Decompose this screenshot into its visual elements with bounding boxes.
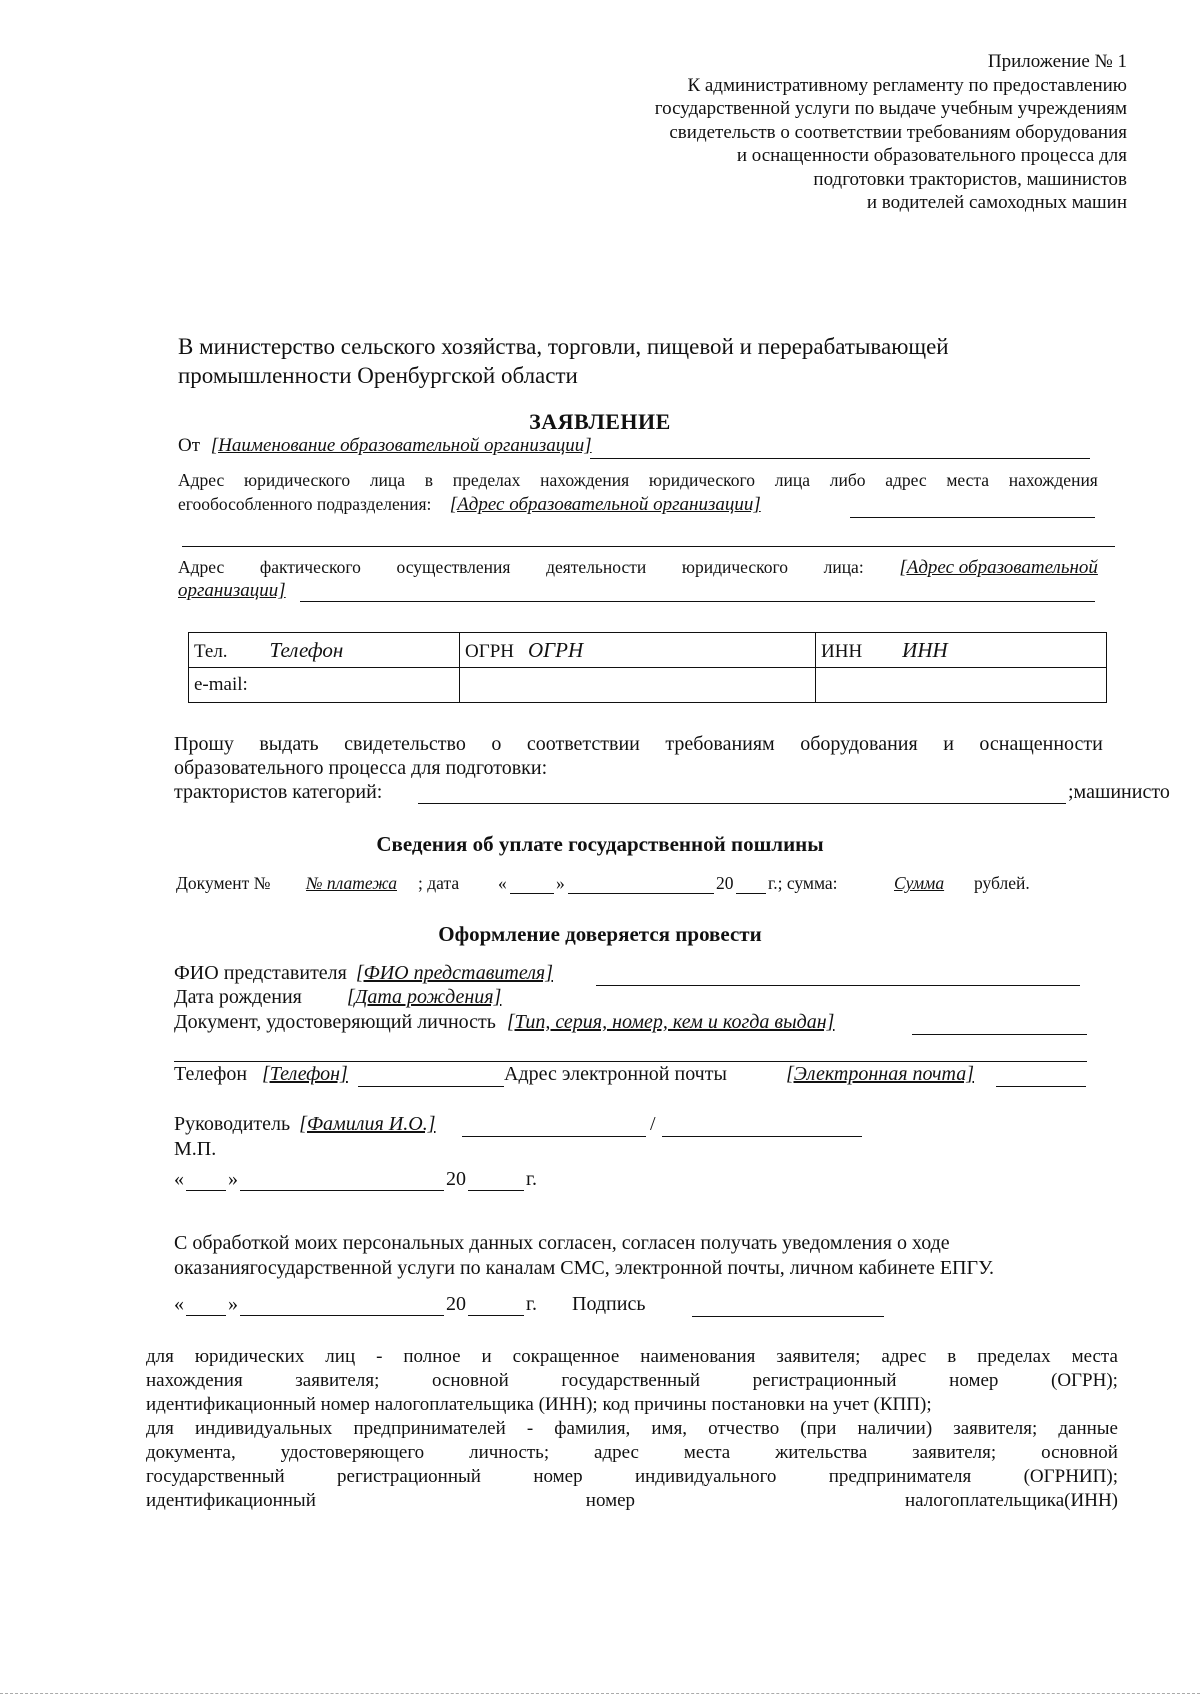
fee-section-title: Сведения об уплате государственной пошлины [376, 832, 824, 856]
fee-quote-close: » [556, 873, 565, 893]
note-line-3: идентификационный номер налогоплательщика (ИНН); код причины постановки на учет (КПП); [146, 1394, 932, 1415]
director-date-quote-close: » [228, 1168, 238, 1190]
birth-value[interactable]: [Дата рождения] [346, 986, 502, 1008]
actual-address-value-2[interactable]: организации] [178, 580, 286, 601]
fee-doc-value[interactable]: № платежа [306, 873, 397, 893]
phone-label: Тел. [194, 640, 228, 662]
fee-year-prefix: 20 [716, 873, 734, 893]
phone-value: Телефон [269, 637, 344, 662]
rep-label: ФИО представителя [174, 962, 347, 984]
recipient-line-1: В министерство сельского хозяйства, торговли, пищевой и перерабатывающей [178, 334, 949, 359]
fee-quote-open: « [498, 873, 507, 893]
director-row [174, 1113, 435, 1136]
inn-label: ИНН [821, 640, 863, 662]
from-label: От [178, 435, 201, 456]
actual-address-underline [300, 601, 1095, 602]
appendix-line: К административному регламенту по предоставлению [687, 74, 1127, 96]
id-blank-line [174, 1061, 1087, 1062]
page-bottom-edge [0, 1693, 1200, 1694]
from-value[interactable]: [Наименование образовательной организации] [210, 435, 592, 456]
consent-quote-open: « [174, 1293, 184, 1315]
fee-doc-label: Документ № [176, 873, 271, 893]
empty-cell[interactable] [460, 668, 816, 703]
rep-underline [596, 985, 1080, 986]
fee-date-label: ; дата [418, 873, 460, 893]
ogrn-cell[interactable] [460, 633, 816, 668]
rep-row [174, 962, 553, 985]
phone-cell[interactable] [189, 633, 460, 668]
empty-cell[interactable] [816, 668, 1107, 703]
recipient-line-2: промышленности Оренбургской области [178, 363, 578, 388]
trust-email-label: Адрес электронной почты [504, 1063, 727, 1085]
note-line-6: государственный регистрационный номер индивидуального предпринимателя (ОГРНИП); [146, 1466, 1118, 1487]
fee-currency: рублей. [974, 873, 1030, 893]
consent-day-underline[interactable] [186, 1315, 226, 1316]
legal-address-label: егообособленного подразделения: [178, 494, 432, 514]
tractor-suffix: ;машинисто [1068, 781, 1170, 803]
actual-address-line-1: Адрес фактического осуществления деятельности юридического лица: [Адрес образовательной [178, 557, 1098, 578]
table-row [189, 668, 1107, 703]
director-sign-underline[interactable] [462, 1136, 646, 1137]
director-year-prefix: 20 [446, 1168, 466, 1190]
consent-quote-close: » [228, 1293, 238, 1315]
fee-day-underline[interactable] [510, 893, 554, 894]
birth-label: Дата рождения [174, 986, 302, 1008]
id-value[interactable]: [Тип, серия, номер, кем и когда выдан] [506, 1011, 835, 1033]
director-label: Руководитель [174, 1113, 291, 1135]
appendix-line: и водителей самоходных машин [866, 192, 1127, 213]
director-month-underline[interactable] [240, 1190, 444, 1191]
rep-value[interactable]: [ФИО представителя] [355, 962, 553, 984]
signature-underline[interactable] [692, 1316, 884, 1317]
document-title: ЗАЯВЛЕНИЕ [529, 409, 671, 434]
ogrn-value: ОГРН [528, 637, 584, 662]
appendix-line: подготовки трактористов, машинистов [813, 168, 1127, 190]
fee-month-underline[interactable] [568, 893, 714, 894]
request-line-2: образовательного процесса для подготовки: [174, 757, 548, 779]
note-line-2: нахождения заявителя; основной государственный регистрационный номер (ОГРН); [146, 1370, 1118, 1391]
legal-address-line-2 [178, 494, 761, 516]
legal-address-line-1: Адрес юридического лица в пределах нахождения юридического лица либо адрес места нахождения [178, 470, 1098, 490]
email-label: e-mail: [194, 674, 248, 695]
inn-value: ИНН [902, 637, 948, 662]
note-line-4: для индивидуальных предпринимателей - фамилия, имя, отчество (при наличии) заявителя; данные [146, 1418, 1118, 1439]
legal-address-underline [850, 517, 1095, 518]
appendix-header [655, 50, 1127, 215]
email-cell[interactable] [189, 668, 460, 703]
director-slash: / [650, 1113, 656, 1135]
birth-row [174, 986, 501, 1009]
id-label: Документ, удостоверяющий личность [174, 1011, 496, 1033]
recipient-block [178, 332, 949, 390]
note-line-1: для юридических лиц - полное и сокращенное наименования заявителя; адрес в пределах места [146, 1346, 1118, 1367]
actual-address-value-1[interactable]: [Адрес образовательной [899, 557, 1098, 578]
stamp-place: М.П. [174, 1138, 217, 1160]
from-row [178, 435, 592, 457]
fee-sum-value[interactable]: Сумма [894, 873, 945, 893]
id-row [174, 1011, 834, 1034]
inn-cell[interactable] [816, 633, 1107, 668]
fee-year-underline[interactable] [736, 893, 766, 894]
director-day-underline[interactable] [186, 1190, 226, 1191]
trust-phone-label: Телефон [174, 1063, 248, 1085]
consent-line-1: С обработкой моих персональных данных согласен, согласен получать уведомления о ходе [174, 1232, 950, 1254]
consent-year-suffix: г. [526, 1293, 537, 1315]
appendix-line: государственной услуги по выдаче учебным учреждениям [654, 98, 1127, 119]
tractor-underline[interactable] [418, 803, 1066, 804]
id-underline [912, 1034, 1087, 1035]
director-value[interactable]: [Фамилия И.О.] [299, 1113, 436, 1135]
note-line-5: документа, удостоверяющего личность; адрес места жительства заявителя; основной [146, 1442, 1118, 1463]
trust-section-title: Оформление доверяется провести [438, 922, 762, 946]
tractor-label: трактористов категорий: [174, 781, 383, 803]
table-row [189, 633, 1107, 668]
appendix-line: свидетельств о соответствии требованиям оборудования [669, 121, 1127, 143]
consent-month-underline[interactable] [240, 1315, 444, 1316]
note-line-7: идентификационный номер налогоплательщика(ИНН) [146, 1490, 1118, 1511]
appendix-number: Приложение № 1 [987, 51, 1127, 72]
legal-address-blank-line [182, 546, 1115, 547]
appendix-line: и оснащенности образовательного процесса для [736, 145, 1127, 166]
legal-address-value[interactable]: [Адрес образовательной организации] [449, 494, 761, 515]
trust-email-underline [996, 1086, 1086, 1087]
director-year-underline[interactable] [468, 1190, 524, 1191]
consent-year-prefix: 20 [446, 1293, 466, 1315]
from-underline [590, 458, 1090, 459]
actual-address-line-2 [178, 580, 286, 602]
director-name-underline[interactable] [662, 1136, 862, 1137]
consent-line-2: оказаниягосударственной услуги по каналам СМС, электронной почты, личном кабинете ЕПГУ. [174, 1257, 994, 1279]
request-line-1: Прошу выдать свидетельство о соответствии требованиям оборудования и оснащенности [174, 733, 1103, 755]
trust-phone-value[interactable]: [Телефон] [262, 1063, 348, 1085]
contact-table [188, 632, 1107, 703]
trust-phone-underline [358, 1086, 504, 1087]
signature-label: Подпись [572, 1293, 646, 1315]
trust-email-value[interactable]: [Электронная почта] [786, 1063, 975, 1085]
fee-year-suffix: г.; сумма: [768, 873, 838, 893]
director-date-quote-open: « [174, 1168, 184, 1190]
director-year-suffix: г. [526, 1168, 537, 1190]
consent-year-underline[interactable] [468, 1315, 524, 1316]
ogrn-label: ОГРН [465, 640, 514, 662]
